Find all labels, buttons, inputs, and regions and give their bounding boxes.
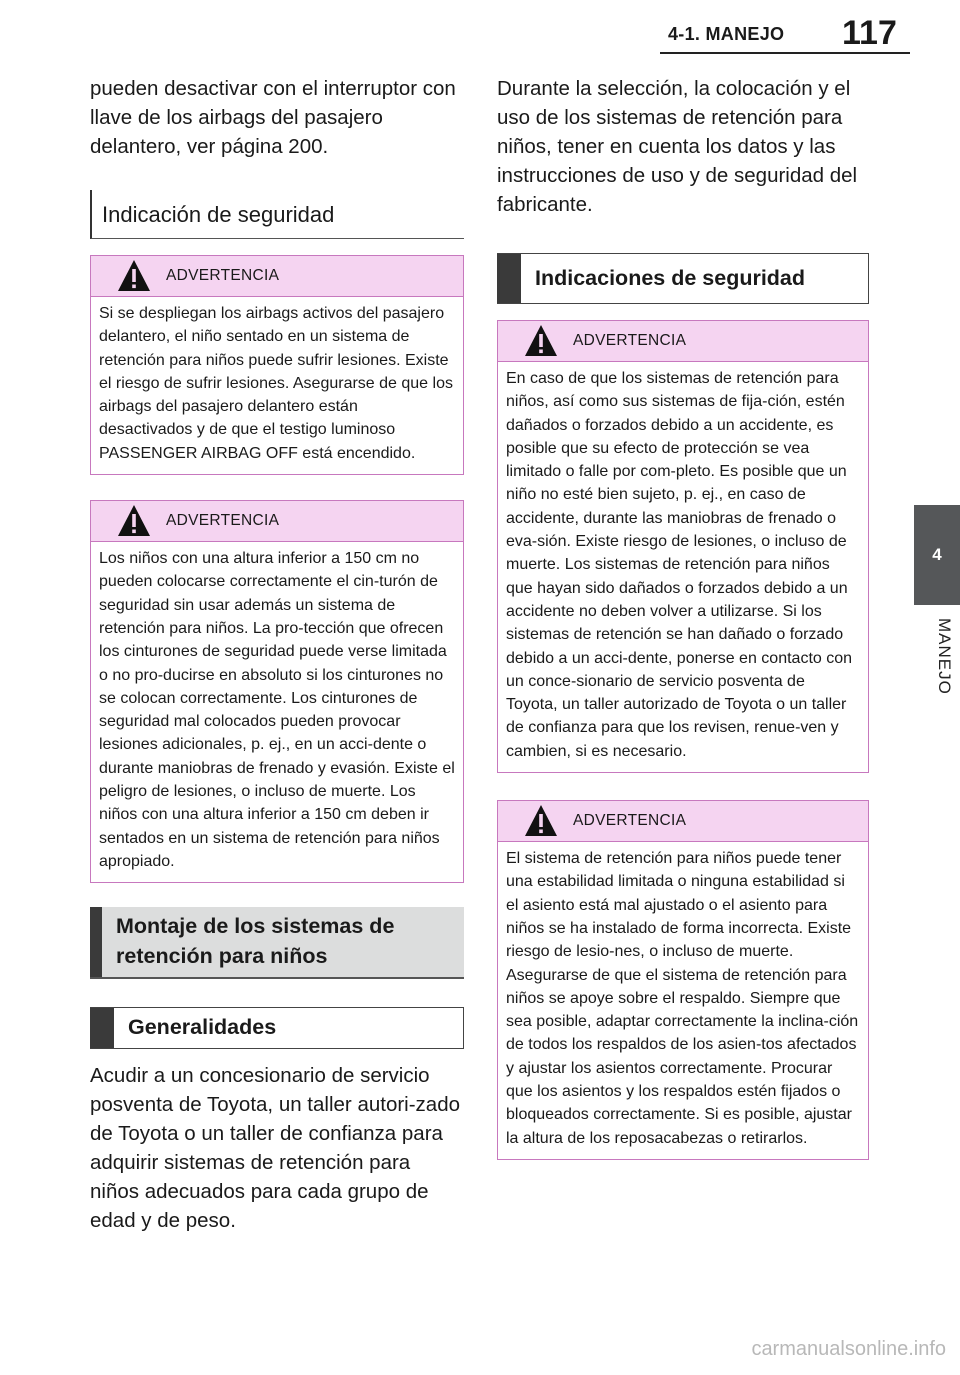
warning-title: ADVERTENCIA <box>573 332 687 349</box>
warning-box-seatbelt <box>90 500 464 883</box>
right-column <box>497 70 869 1160</box>
header-rule <box>660 52 910 54</box>
safety-indications-heading-text: Indicaciones de seguridad <box>535 266 806 290</box>
safety-indication-heading: Indicación de seguridad <box>90 190 464 239</box>
warning-title: ADVERTENCIA <box>573 812 687 830</box>
chapter-label: MANEJO <box>935 618 954 695</box>
warning-triangle-icon <box>116 503 152 539</box>
warning-title: ADVERTENCIA <box>166 512 280 530</box>
safety-indications-heading <box>497 253 869 304</box>
right-intro-paragraph: Durante la selección, la colocación y el uso de los sistemas de retención para niños, tener en cuenta los datos y las instrucciones de uso y de seguridad del fabricante. <box>497 77 858 216</box>
warning-text: Si se despliegan los airbags activos del pasajero delantero, el niño sentado en un sistema de retención para niños puede sufrir lesiones. Existe el riesgo de sufrir lesiones. Asegurarse de que los airbags del pasajero delantero están desactivados y de que el testigo luminoso PASSENGER AIRBAG OFF está encendido. <box>99 305 453 462</box>
section-title: 4-1. MANEJO <box>668 24 785 44</box>
warning-text: Los niños con una altura inferior a 150 cm no pueden colocarse correctamente el cin-turón de seguridad sin usar además un sistema de retención para niños. La pro-tección que ofrecen los cinturones de seguridad puede verse limitada o no pro-ducirse en absoluto si los cinturones no se colocan correctamente. Los cinturones de seguridad mal colocados pueden provocar lesiones adicionales, p. ej., en un acci-dente o durante maniobras de frenado y evasión. Existe el peligro de lesiones, o incluso de muerte. Los niños con una altura inferior a 150 cm deben ir sentados en un sistema de retención para niños apropiado. <box>99 550 455 870</box>
left-intro-paragraph: pueden desactivar con el interruptor con llave de los airbags del pasajero delantero, ver página 200. <box>90 77 456 158</box>
warning-header <box>498 801 868 842</box>
mount-heading-text: Montaje de los sistemas de retención para niños <box>116 914 395 969</box>
warning-header <box>91 501 463 542</box>
warning-box-damaged-restraint <box>497 320 869 773</box>
warning-triangle-icon <box>116 258 152 294</box>
general-heading-text: Generalidades <box>128 1015 277 1040</box>
chapter-tab: 4 <box>914 505 960 605</box>
warning-box-airbag <box>90 255 464 475</box>
heading-bar <box>497 254 521 303</box>
warning-box-stability <box>497 800 869 1160</box>
mount-section-heading <box>90 907 464 979</box>
warning-header <box>91 256 463 297</box>
heading-bar <box>90 907 102 977</box>
left-column <box>90 70 464 1235</box>
warning-triangle-icon <box>523 323 559 359</box>
general-heading <box>90 1007 464 1049</box>
watermark: carmanualsonline.info <box>751 1338 946 1360</box>
warning-triangle-icon <box>523 803 559 839</box>
heading-bar <box>90 1008 114 1048</box>
warning-text: El sistema de retención para niños puede tener una estabilidad limitada o ninguna estabilidad si el asiento está mal ajustado o el asiento para niños se ha instalado de forma incorrecta. Existe riesgo de lesio-nes, o incluso de muerte. Asegurarse de que el sistema de retención para niños se apoye sobre el respaldo. Siempre que sea posible, adaptar correctamente la inclina-ción de todos los respaldos de los asien-tos afectados y ajustar los asientos correctamente. Procurar que los asientos y los respaldos estén fijados o bloqueados correctamente. Si es posible, ajustar la altura de los reposacabezas o retirarlos. <box>506 850 859 1147</box>
general-paragraph: Acudir a un concesionario de servicio posventa de Toyota, un taller autori-zado de Toyota o un taller de confianza para adquirir sistemas de retención para niños adecuados para cada grupo de edad y de peso. <box>90 1064 461 1233</box>
warning-title: ADVERTENCIA <box>166 267 280 284</box>
page-number: 117 <box>842 14 897 52</box>
warning-text: En caso de que los sistemas de retención para niños, así como sus sistemas de fija-ción, estén dañados o forzados debido a un accidente, es posible que su efecto de protección se vea limitado o falle por com-pleto. Es posible que un niño no esté bien sujeto, p. ej., en caso de accidente, durante las maniobras de frenado o eva-sión. Existe riesgo de lesiones, o incluso de muerte. Los sistemas de retención para niños que hayan sido dañados o forzados debido a un accidente no deben volver a utilizarse. Si los sistemas de retención se han dañado o forzado debido a un acci-dente, ponerse en contacto con un conce-sionario de servicio posventa de Toyota, un taller autorizado de Toyota o un taller de confianza para que los revisen, renue-ven y cambien, si es necesario. <box>506 370 853 760</box>
warning-header <box>498 321 868 362</box>
